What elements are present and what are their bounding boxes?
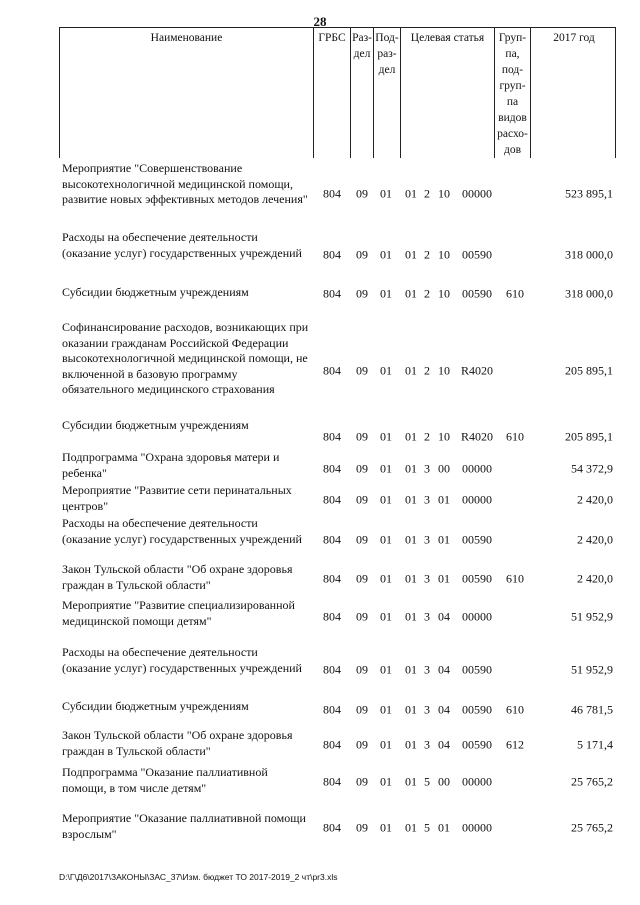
- row-rz: 09: [356, 429, 368, 444]
- page-number: 28: [313, 14, 327, 29]
- row-vr: 612: [506, 737, 524, 752]
- row-c3: 04: [438, 702, 450, 717]
- row-c1: 01: [405, 702, 417, 717]
- row-sum: 318 000,0: [565, 247, 613, 262]
- row-name: Софинансирование расходов, возникающих при оказании гражданам Российской Федерации высокотехнологичной медицинской помощи, не включенной в базовую программу обязательного медицинского страхования: [62, 320, 309, 396]
- row-rz: 09: [356, 609, 368, 624]
- row-grbs: 804: [323, 286, 341, 301]
- row-grbs: 804: [323, 247, 341, 262]
- row-vr: 610: [506, 702, 524, 717]
- row-c3: 04: [438, 737, 450, 752]
- row-pr: 01: [380, 820, 392, 835]
- row-name: Закон Тульской области "Об охране здоровья граждан в Тульской области": [62, 562, 293, 592]
- header-year: 2017 год: [553, 32, 595, 44]
- row-c2: 3: [424, 702, 430, 717]
- row-pr: 01: [380, 737, 392, 752]
- row-c4: 00000: [462, 461, 492, 476]
- row-c1: 01: [405, 662, 417, 677]
- row-c2: 2: [424, 429, 430, 444]
- row-c4: R4020: [460, 429, 493, 444]
- row-c1: 01: [405, 247, 417, 262]
- row-grbs: 804: [323, 737, 341, 752]
- row-vr: 610: [506, 571, 524, 586]
- row-pr: 01: [380, 186, 392, 201]
- row-grbs: 804: [323, 492, 341, 507]
- row-name: Подпрограмма "Охрана здоровья матери и ребенка": [62, 450, 280, 480]
- row-rz: 09: [356, 662, 368, 677]
- row-c1: 01: [405, 286, 417, 301]
- row-c4: 00000: [462, 186, 492, 201]
- row-grbs: 804: [323, 532, 341, 547]
- row-c4: 00590: [462, 702, 492, 717]
- row-name: Подпрограмма "Оказание паллиативной помощи, в том числе детям": [62, 765, 268, 795]
- row-sum: 318 000,0: [565, 286, 613, 301]
- row-c4: 00000: [462, 774, 492, 789]
- row-c1: 01: [405, 461, 417, 476]
- row-grbs: 804: [323, 662, 341, 677]
- header-name: Наименование: [60, 28, 314, 158]
- row-pr: 01: [380, 429, 392, 444]
- row-c3: 01: [438, 820, 450, 835]
- row-c2: 3: [424, 492, 430, 507]
- row-grbs: 804: [323, 702, 341, 717]
- header-group: Груп-па, под-груп-па видов расхо-дов: [495, 28, 531, 158]
- row-c4: 00590: [462, 662, 492, 677]
- row-grbs: 804: [323, 820, 341, 835]
- row-c4: 00590: [462, 571, 492, 586]
- row-pr: 01: [380, 492, 392, 507]
- row-c1: 01: [405, 532, 417, 547]
- row-sum: 2 420,0: [577, 571, 613, 586]
- row-c4: 00000: [462, 820, 492, 835]
- row-pr: 01: [380, 461, 392, 476]
- header-podrazdel: Под-раз-дел: [374, 28, 401, 158]
- row-c4: 00000: [462, 492, 492, 507]
- row-name: Мероприятие "Развитие специализированной медицинской помощи детям": [62, 598, 295, 628]
- row-c3: 01: [438, 571, 450, 586]
- row-c3: 10: [438, 186, 450, 201]
- header-grbs: ГРБС: [314, 28, 351, 158]
- row-rz: 09: [356, 286, 368, 301]
- header-razdel: Раз-дел: [351, 28, 374, 158]
- row-c1: 01: [405, 820, 417, 835]
- row-c3: 00: [438, 461, 450, 476]
- budget-table: [59, 27, 616, 841]
- row-pr: 01: [380, 774, 392, 789]
- row-sum: 54 372,9: [571, 461, 613, 476]
- row-pr: 01: [380, 571, 392, 586]
- row-name: Расходы на обеспечение деятельности (оказание услуг) государственных учреждений: [62, 230, 302, 260]
- row-c2: 3: [424, 662, 430, 677]
- row-grbs: 804: [323, 609, 341, 624]
- row-name: Субсидии бюджетным учреждениям: [62, 418, 249, 432]
- row-pr: 01: [380, 247, 392, 262]
- row-name: Расходы на обеспечение деятельности (оказание услуг) государственных учреждений: [62, 645, 302, 675]
- row-c3: 10: [438, 429, 450, 444]
- row-rz: 09: [356, 492, 368, 507]
- row-c1: 01: [405, 737, 417, 752]
- row-c3: 04: [438, 609, 450, 624]
- row-c1: 01: [405, 363, 417, 378]
- row-name: Закон Тульской области "Об охране здоровья граждан в Тульской области": [62, 728, 293, 758]
- row-name: Мероприятие "Развитие сети перинатальных центров": [62, 483, 292, 513]
- row-c3: 00: [438, 774, 450, 789]
- file-path-footer: D:\Г\Д6\2017\ЗАКОНЫ\ЗАС_37\Изм. бюджет ТО 2017-2019_2 чт\pr3.xls: [59, 872, 338, 882]
- row-c2: 3: [424, 571, 430, 586]
- row-grbs: 804: [323, 571, 341, 586]
- header-target: Целевая статья: [401, 28, 495, 158]
- row-rz: 09: [356, 820, 368, 835]
- row-c1: 01: [405, 492, 417, 507]
- row-sum: 25 765,2: [571, 774, 613, 789]
- row-c2: 3: [424, 461, 430, 476]
- row-c3: 01: [438, 532, 450, 547]
- row-pr: 01: [380, 702, 392, 717]
- row-c2: 2: [424, 186, 430, 201]
- row-pr: 01: [380, 286, 392, 301]
- row-sum: 2 420,0: [577, 532, 613, 547]
- row-c3: 01: [438, 492, 450, 507]
- row-c1: 01: [405, 571, 417, 586]
- row-c1: 01: [405, 186, 417, 201]
- row-rz: 09: [356, 774, 368, 789]
- row-grbs: 804: [323, 774, 341, 789]
- row-name: Мероприятие "Совершенствование высокотехнологичной медицинской помощи, развитие новых эффективных методов лечения": [62, 161, 308, 206]
- row-sum: 25 765,2: [571, 820, 613, 835]
- row-rz: 09: [356, 186, 368, 201]
- row-c2: 3: [424, 609, 430, 624]
- row-name: Субсидии бюджетным учреждениям: [62, 699, 249, 713]
- row-pr: 01: [380, 532, 392, 547]
- row-pr: 01: [380, 363, 392, 378]
- row-rz: 09: [356, 363, 368, 378]
- row-c1: 01: [405, 774, 417, 789]
- row-c3: 10: [438, 286, 450, 301]
- row-sum: 205 895,1: [565, 363, 613, 378]
- row-name: Расходы на обеспечение деятельности (оказание услуг) государственных учреждений: [62, 516, 302, 546]
- row-c2: 2: [424, 363, 430, 378]
- row-c2: 3: [424, 737, 430, 752]
- row-c2: 2: [424, 286, 430, 301]
- row-grbs: 804: [323, 429, 341, 444]
- row-sum: 51 952,9: [571, 662, 613, 677]
- row-pr: 01: [380, 609, 392, 624]
- row-c4: 00000: [462, 609, 492, 624]
- row-name: Мероприятие "Оказание паллиативной помощи взрослым": [62, 811, 306, 841]
- row-rz: 09: [356, 702, 368, 717]
- row-c4: 00590: [462, 532, 492, 547]
- row-vr: 610: [506, 286, 524, 301]
- row-c4: 00590: [462, 737, 492, 752]
- row-grbs: 804: [323, 186, 341, 201]
- row-c4: R4020: [460, 363, 493, 378]
- row-rz: 09: [356, 461, 368, 476]
- row-c1: 01: [405, 429, 417, 444]
- row-sum: 46 781,5: [571, 702, 613, 717]
- row-c3: 10: [438, 247, 450, 262]
- row-rz: 09: [356, 737, 368, 752]
- row-c2: 5: [424, 774, 430, 789]
- row-rz: 09: [356, 532, 368, 547]
- row-c2: 2: [424, 247, 430, 262]
- row-c3: 04: [438, 662, 450, 677]
- row-c4: 00590: [462, 247, 492, 262]
- row-c2: 5: [424, 820, 430, 835]
- row-name: Субсидии бюджетным учреждениям: [62, 285, 249, 299]
- row-c4: 00590: [462, 286, 492, 301]
- row-c2: 3: [424, 532, 430, 547]
- table-header: [59, 27, 616, 158]
- row-rz: 09: [356, 571, 368, 586]
- row-vr: 610: [506, 429, 524, 444]
- row-sum: 51 952,9: [571, 609, 613, 624]
- row-sum: 523 895,1: [565, 186, 613, 201]
- row-c3: 10: [438, 363, 450, 378]
- row-grbs: 804: [323, 363, 341, 378]
- row-sum: 2 420,0: [577, 492, 613, 507]
- row-sum: 5 171,4: [577, 737, 613, 752]
- row-c1: 01: [405, 609, 417, 624]
- row-grbs: 804: [323, 461, 341, 476]
- row-sum: 205 895,1: [565, 429, 613, 444]
- row-rz: 09: [356, 247, 368, 262]
- row-pr: 01: [380, 662, 392, 677]
